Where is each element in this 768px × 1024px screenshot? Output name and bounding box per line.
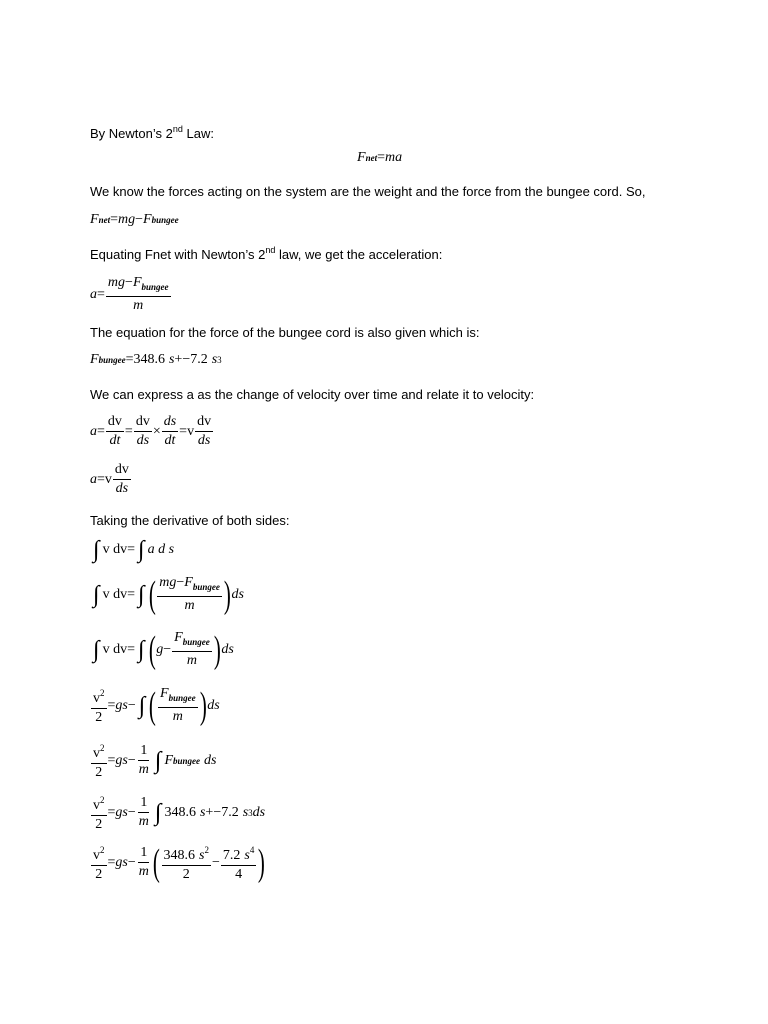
equation-integral-1: ∫ v dv = ∫ a d s <box>93 537 175 563</box>
equation-integral-4: $\frac{v^2}{2}$ = gs − ∫ ( $\frac{F_{bungee}}{m}$ ) ds <box>93 684 220 727</box>
equating-text: Equating Fnet with Newton’s 2nd law, we get the acceleration: <box>90 245 443 262</box>
equation-integral-3: ∫ v dv = ∫ ( g − $\frac{F_{bungee}}{m}$ ) ds <box>93 628 234 671</box>
equation-chain-rule: a = $\frac{dv}{dt}$ = $\frac{dv}{ds}$ × $\frac{ds}{dt}$ = v $\frac{dv}{ds}$ <box>90 414 212 448</box>
equation-integral-6: $\frac{v^2}{2}$ = gs − $\frac{1}{m}$ ∫ 348.6 s +− 7.2 s 3 ds <box>90 792 265 833</box>
equation-integral-5: $\frac{v^2}{2}$ = gs − $\frac{1}{m}$ ∫ F bungee ds <box>90 740 216 781</box>
equation-fnet: F net = mg − F bungee <box>90 212 179 227</box>
equation-integral-7: $\frac{v^2}{2}$ = gs − $\frac{1}{m}$ ( $\frac{348.6 s^2}{2}$ − $\frac{7.2 s^4}{4}$ ) <box>93 841 266 884</box>
equation-acceleration: a = $\frac{mg-F_{bungee}}{m}$ <box>90 275 169 313</box>
equation-a-v: a = v $\frac{dv}{ds}$ <box>90 462 129 496</box>
equation-integral-2: ∫ v dv = ∫ ( $\frac{mg-F_{bungee}}{m}$ ) ds <box>93 573 244 616</box>
intro-text: By Newton’s 2nd Law: <box>90 124 214 141</box>
bungee-eq-text: The equation for the force of the bungee cord is also given which is: <box>90 325 480 340</box>
equation-newton: F net = ma <box>357 150 403 165</box>
forces-text: We know the forces acting on the system are the weight and the force from the bungee cord. So, <box>90 184 646 199</box>
express-text: We can express a as the change of velocity over time and relate it to velocity: <box>90 387 535 402</box>
derivative-text: Taking the derivative of both sides: <box>90 513 290 528</box>
equation-bungee-force: F bungee = 348.6 s +− 7.2 s 3 <box>90 352 222 367</box>
